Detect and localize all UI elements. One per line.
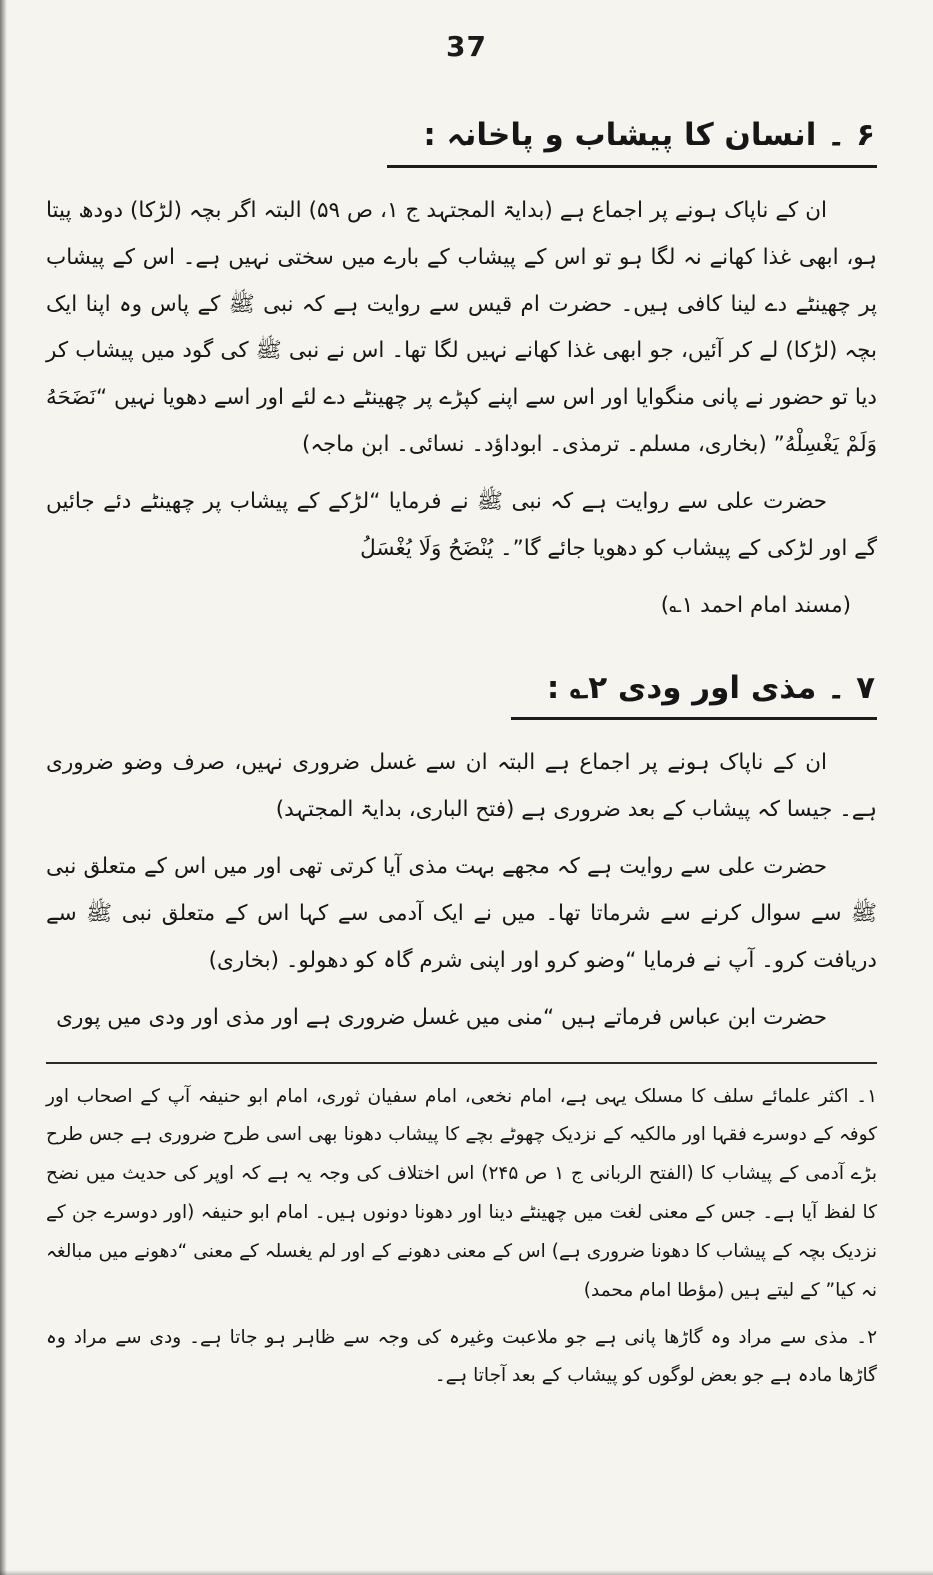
paragraph: حضرت علی سے روایت ہے کہ نبی ﷺ نے فرمایا “لڑکے کے پیشاب پر چھینٹے دئے جائیں گے اور لڑکی کے پیشاب کو دھویا جائے گا”۔ يُنْضَحُ وَلَا يُغْسَلُ [46,489,877,561]
page-content [0,63,933,1396]
footnote: ۲۔ مذی سے مراد وہ گاڑھا پانی ہے جو ملاعبت وغیرہ کی وجہ سے ظاہر ہو جاتا ہے۔ ودی سے مراد وہ گاڑھا مادہ ہے جو بعض لوگوں کو پیشاب کے بعد آجاتا ہے۔ [46,1326,877,1387]
scan-edge-artifact [0,1570,933,1575]
page-number: 37 [446,30,487,63]
footnote: ۱۔ اکثر علمائے سلف کا مسلک یہی ہے، امام نخعی، امام سفیان ثوری، امام ابو حنیفہ آپ کے اصحاب اور کوفہ کے دوسرے فقہا اور مالکیہ کے نزدیک چھوٹے بچے کا پیشاب دھونا بھی اسی طرح ضروری ہے جس طرح بڑے آدمی کے پیشاب کا (الفتح الربانی ج ۱ ص ۲۴۵) اس اختلاف کی وجہ یہ ہے کہ اوپر کی حدیث میں نضح کا لفظ آیا ہے۔ جس کے معنی لغت میں چھینٹے دینا اور دھونا دونوں ہیں۔ امام ابو حنیفہ (اور دوسرے جن کے نزدیک بچہ کے پیشاب کا دھونا ضروری ہے) اس کے معنی دھونے کے اور لم یغسلہ کے معنی “دھونے میں مبالغہ نہ کیا” کے لیتے ہیں (مؤطا امام محمد) [46,1085,877,1301]
paragraph: حضرت علی سے روایت ہے کہ مجھے بہت مذی آیا کرتی تھی اور میں اس کے متعلق نبی ﷺ سے سوال کرنے سے شرماتا تھا۔ میں نے ایک آدمی سے کہا اس کے متعلق نبی ﷺ سے دریافت کرو۔ آپ نے فرمایا “وضو کرو اور اپنی شرم گاہ کو دھولو۔ (بخاری) [46,854,877,973]
hadith-attribution: (مسند امام احمد ۱؎) [660,592,851,618]
paragraph: ان کے ناپاک ہونے پر اجماع ہے (بدایۃ المجتہد ج ۱، ص ۵۹) البتہ اگر بچہ (لڑکا) دودھ پیتا ہو، ابھی غذا کھانے نہ لگا ہو تو اس کے پیشاب کے بارے میں سختی نہیں ہے۔ اس کے پیشاب پر چھینٹے دے لینا کافی ہیں۔ حضرت ام قیس سے روایت ہے کہ نبی ﷺ کے پاس وہ اپنا ایک بچہ (لڑکا) لے کر آئیں، جو ابھی غذا کھانے نہیں لگا تھا۔ اس نے نبی ﷺ کی گود میں پیشاب کر دیا تو حضور نے پانی منگوایا اور اس سے اپنے کپڑے پر چھینٹے دے لئے اور اسے دھویا نہیں “نَضَحَهُ وَلَمْ يَغْسِلْهُ” (بخاری، مسلم۔ ترمذی۔ ابوداؤد۔ نسائی۔ ابن ماجہ) [46,197,877,458]
footnotes-block [46,1078,877,1397]
section-heading-urine-excrement: ۶ ۔ انسان کا پیشاب و پاخانہ : [387,115,877,168]
paragraph: حضرت ابن عباس فرماتے ہیں “منی میں غسل ضروری ہے اور مذی اور ودی میں پوری [56,1004,827,1030]
section-heading-madhi-wadi: ۷ ۔ مذی اور ودی ۲؎ : [511,668,877,721]
footnote-separator [46,1062,877,1064]
paragraph: ان کے ناپاک ہونے پر اجماع ہے البتہ ان سے غسل ضروری نہیں، صرف وضو ضروری ہے۔ جیسا کہ پیشاب کے بعد ضروری ہے (فتح الباری، بدایۃ المجتہد) [46,750,877,823]
